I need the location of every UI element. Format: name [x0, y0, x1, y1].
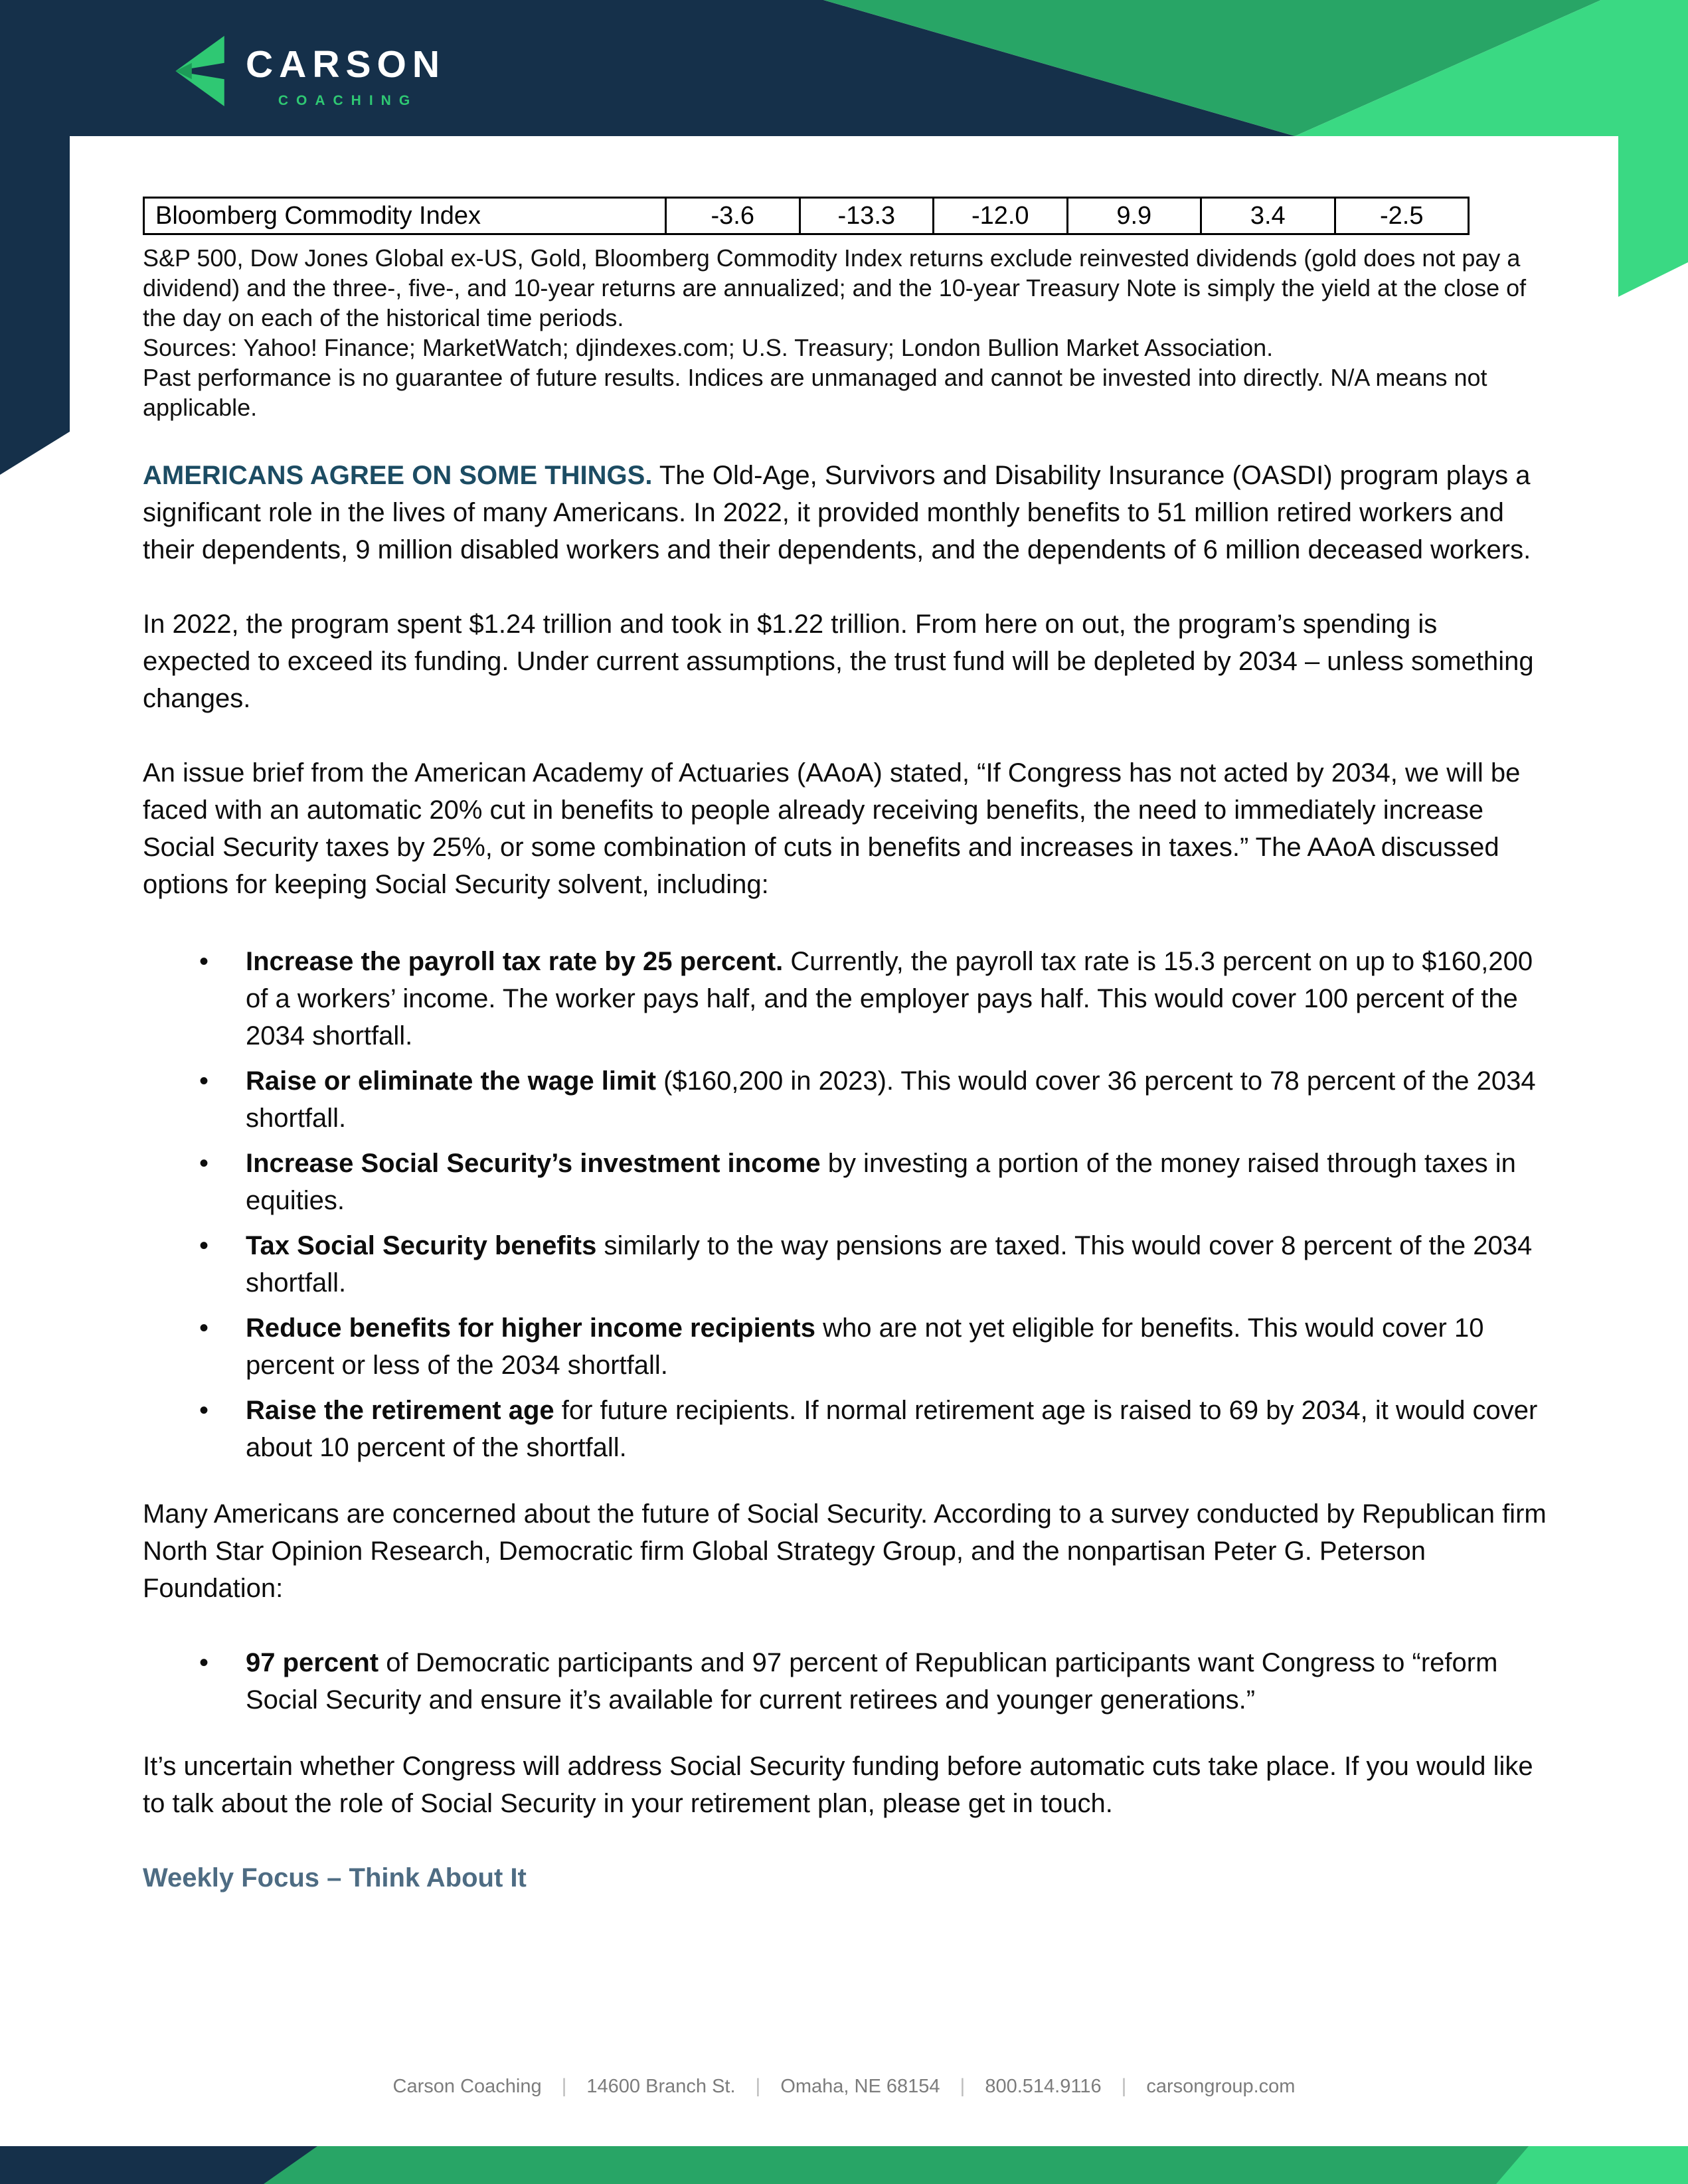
disclaimer-methodology: S&P 500, Dow Jones Global ex-US, Gold, Bloomberg Commodity Index returns exclude reinvested dividends (gold does not pay a dividend) and the three-, five-, and 10-year returns are annualized; and the 10-year Treasury Note is simply the yield at the close of the day on each of the historical time periods. [143, 244, 1527, 331]
disclaimer-block [143, 243, 1557, 422]
bullet-lead: Increase the payroll tax rate by 25 percent. [246, 947, 784, 976]
returns-table-row [143, 197, 1470, 235]
paragraph-americans-agree-text: The Old-Age, Survivors and Disability Insurance (OASDI) program plays a significant role in the lives of many Americans. In 2022, it provided monthly benefits to 51 million retired workers and their dependents, 9 million disabled workers and their dependents, and the dependents of 6 million deceased workers. [143, 461, 1531, 564]
carson-wordmark: CARSON [246, 43, 446, 86]
bullet-text: Currently, the payroll tax rate is 15.3 percent on up to $160,200 of a workers’ income. The worker pays half, and the employer pays half. This would cover 100 percent of the 2034 shortfall. [246, 947, 1533, 1050]
table-cell-ytd: -13.3 [801, 199, 935, 233]
disclaimer-sources: Sources: Yahoo! Finance; MarketWatch; djindexes.com; U.S. Treasury; London Bullion Market Association. [143, 334, 1274, 361]
row-label: Bloomberg Commodity Index [145, 199, 667, 233]
paragraph-survey: Many Americans are concerned about the future of Social Security. According to a survey conducted by Republican firm North Star Opinion Research, Democratic firm Global Strategy Group, and the nonpartisan Peter G. Peterson Foundation: [143, 1499, 1547, 1603]
list-item [143, 1644, 1552, 1719]
bullet-text: by investing a portion of the money raised through taxes in equities. [246, 1149, 1516, 1215]
list-item [143, 943, 1552, 1054]
bullet-lead: Raise the retirement age [246, 1396, 554, 1425]
bullet-text: who are not yet eligible for benefits. This would cover 10 percent or less of the 2034 shortfall. [246, 1313, 1484, 1380]
article-body [143, 457, 1552, 1934]
table-cell-10yr: -2.5 [1380, 201, 1424, 230]
footer-separator: | [561, 2075, 567, 2097]
coaching-wordmark: COACHING [278, 93, 418, 108]
list-item [143, 1309, 1552, 1384]
bullet-lead: 97 percent [246, 1648, 379, 1677]
bullet-lead: Tax Social Security benefits [246, 1231, 597, 1260]
footer-item-city: Omaha, NE 68154 [780, 2075, 940, 2097]
bullet-lead: Reduce benefits for higher income recipients [246, 1313, 815, 1343]
bullet-lead: Raise or eliminate the wage limit [246, 1066, 656, 1096]
list-item [143, 1227, 1552, 1302]
bottom-brand-strip [0, 2146, 1688, 2184]
bullet-lead: Increase Social Security’s investment income [246, 1149, 821, 1178]
solvency-options-list [143, 943, 1552, 1466]
footer [0, 2075, 1688, 2098]
footer-item-company: Carson Coaching [392, 2075, 542, 2097]
bullet-text: ($160,200 in 2023). This would cover 36 percent to 78 percent of the 2034 shortfall. [246, 1066, 1536, 1133]
carson-chevron-icon [171, 36, 224, 106]
americans-agree-heading: AMERICANS AGREE ON SOME THINGS. [143, 461, 653, 490]
bottom-strip-navy-wedge [0, 2146, 1688, 2184]
list-item [143, 1062, 1552, 1137]
footer-item-website: carsongroup.com [1146, 2075, 1296, 2097]
paragraph-americans-agree [143, 457, 1552, 568]
footer-separator: | [960, 2075, 966, 2097]
footer-item-street: 14600 Branch St. [586, 2075, 736, 2097]
survey-results-list [143, 1644, 1552, 1719]
footer-separator: | [1121, 2075, 1127, 2097]
bullet-text: of Democratic participants and 97 percent of Republican participants want Congress to “reform Social Security and ensure it’s available for current retirees and younger generations.” [246, 1648, 1498, 1715]
disclaimer-past-performance: Past performance is no guarantee of future results. Indices are unmanaged and cannot be invested into directly. N/A means not applicable. [143, 364, 1487, 421]
footer-separator: | [755, 2075, 761, 2097]
table-cell-1yr: -12.0 [934, 199, 1068, 233]
list-item [143, 1145, 1552, 1219]
list-item [143, 1392, 1552, 1466]
weekly-focus-heading: Weekly Focus – Think About It [143, 1863, 527, 1892]
footer-item-phone: 800.514.9116 [985, 2075, 1102, 2097]
table-cell-5yr: 3.4 [1202, 199, 1336, 233]
paragraph-program-spending: In 2022, the program spent $1.24 trillion and took in $1.22 trillion. From here on out, the program’s spending is expected to exceed its funding. Under current assumptions, the trust fund will be depleted by 2034 – unless something changes. [143, 610, 1534, 713]
table-cell-3yr: 9.9 [1068, 199, 1203, 233]
bullet-text: similarly to the way pensions are taxed. This would cover 8 percent of the 2034 shortfall. [246, 1231, 1533, 1298]
paragraph-aaoa-brief: An issue brief from the American Academy of Actuaries (AAoA) stated, “If Congress has not acted by 2034, we will be faced with an automatic 20% cut in benefits to people already receiving benefits, the need to immediately increase Social Security taxes by 25%, or some combination of cuts in benefits and increases in taxes.” The AAoA discussed options for keeping Social Security solvent, including: [143, 758, 1521, 899]
paragraph-uncertain: It’s uncertain whether Congress will address Social Security funding before automatic cuts take place. If you would like to talk about the role of Social Security in your retirement plan, please get in touch. [143, 1752, 1533, 1818]
carson-logo [171, 35, 457, 114]
table-cell-1wk: -3.6 [667, 199, 801, 233]
bullet-text: for future recipients. If normal retirement age is raised to 69 by 2034, it would cover about 10 percent of the shortfall. [246, 1396, 1538, 1462]
